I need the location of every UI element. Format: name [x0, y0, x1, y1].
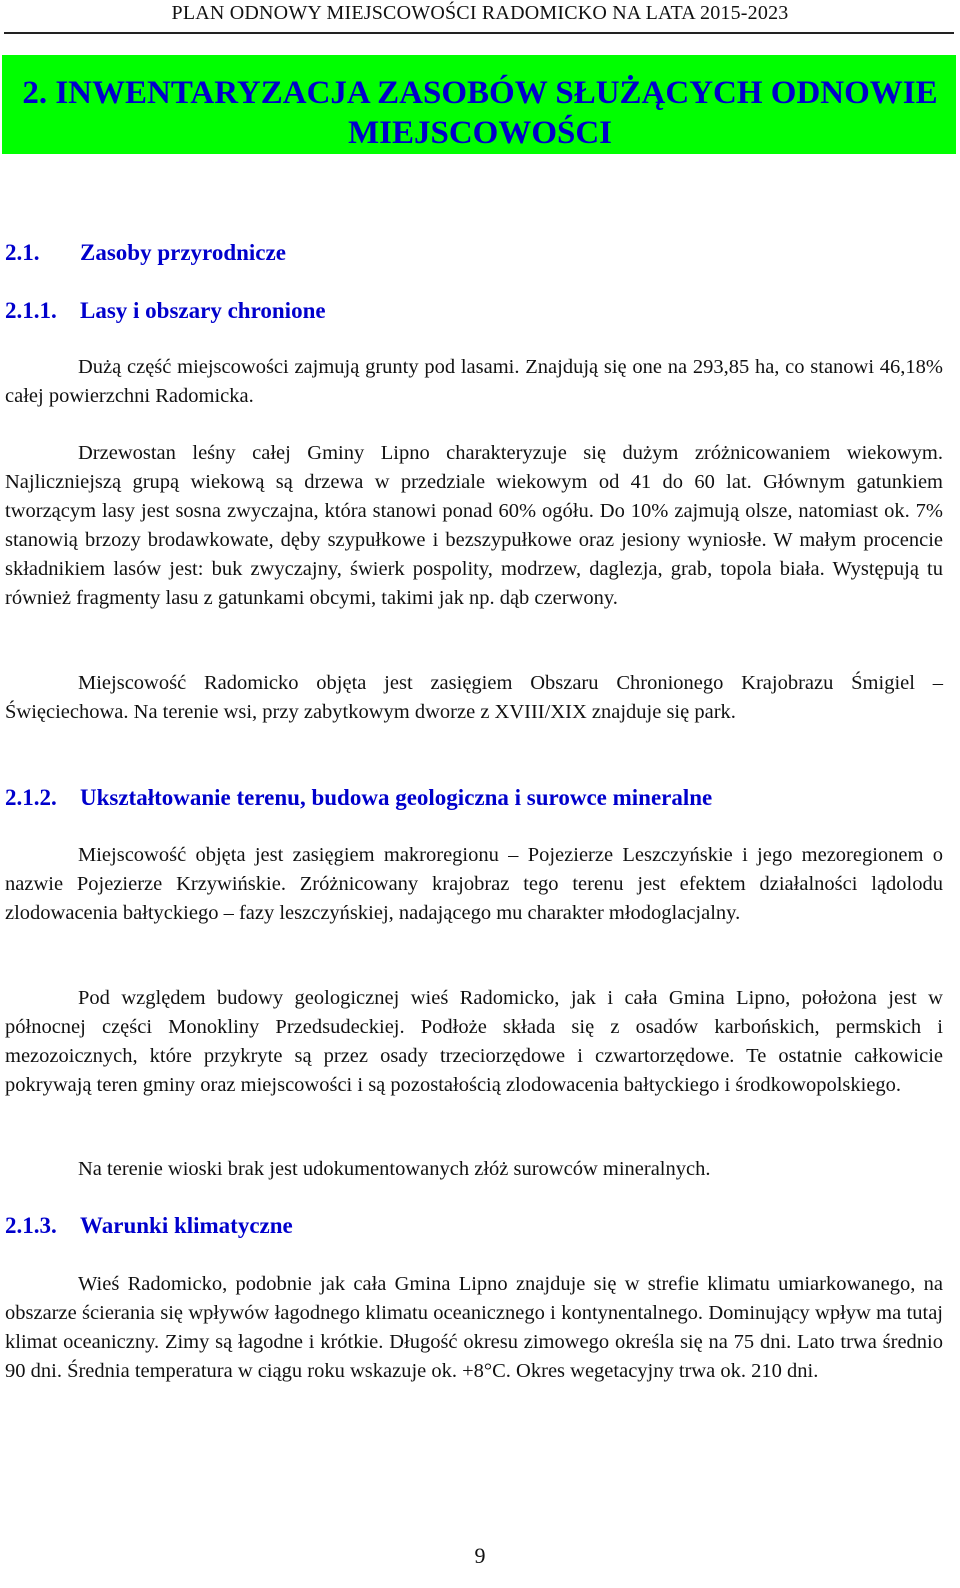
- section-heading-2-1-2: [5, 784, 712, 812]
- paragraph: Wieś Radomicko, podobnie jak cała Gmina Lipno znajduje się w strefie klimatu umiarkowanego, na obszarze ścierania się wpływów łagodnego klimatu oceanicznego i kontynentalnego. Dominujący wpływ ma tutaj klimat oceaniczny. Zimy są łagodne i krótkie. Długość okresu zimowego określa się na 75 dni. Lato trwa średnio 90 dni. Średnia temperatura w ciągu roku wskazuje ok. +8°C. Okres wegetacyjny trwa ok. 210 dni.: [5, 1273, 943, 1382]
- section-title: Zasoby przyrodnicze: [80, 240, 286, 265]
- chapter-title-line-1: 2. INWENTARYZACJA ZASOBÓW SŁUŻĄCYCH ODNOWIE: [22, 75, 938, 111]
- section-number: 2.1.2.: [5, 785, 57, 810]
- paragraph: Dużą część miejscowości zajmują grunty pod lasami. Znajdują się one na 293,85 ha, co stanowi 46,18% całej powierzchni Radomicka.: [5, 356, 943, 407]
- paragraph: Miejscowość Radomicko objęta jest zasięgiem Obszaru Chronionego Krajobrazu Śmigiel – Święciechowa. Na terenie wsi, przy zabytkowym dworze z XVIII/XIX znajduje się park.: [5, 672, 943, 723]
- paragraph: Miejscowość objęta jest zasięgiem makroregionu – Pojezierze Leszczyńskie i jego mezoregionem o nazwie Pojezierze Krzywińskie. Zróżnicowany krajobraz tego terenu jest efektem działalności lądolodu zlodowacenia bałtyckiego – fazy leszczyńskiej, nadającego mu charakter młodoglacjalny.: [5, 844, 943, 924]
- section-heading-2-1-1: [5, 297, 326, 325]
- section-title: Lasy i obszary chronione: [80, 298, 326, 323]
- section-heading-2-1: [5, 239, 286, 267]
- section-heading-2-1-3: [5, 1212, 293, 1240]
- paragraph: Na terenie wioski brak jest udokumentowanych złóż surowców mineralnych.: [78, 1158, 711, 1180]
- running-header: PLAN ODNOWY MIEJSCOWOŚCI RADOMICKO NA LATA 2015-2023: [171, 2, 789, 24]
- section-title: Ukształtowanie terenu, budowa geologiczna i surowce mineralne: [80, 785, 713, 810]
- page-number: 9: [474, 1543, 486, 1568]
- section-number: 2.1.3.: [5, 1213, 57, 1238]
- section-number: 2.1.: [5, 240, 40, 265]
- chapter-title: [8, 73, 952, 153]
- section-number: 2.1.1.: [5, 298, 57, 323]
- header-divider: [4, 32, 954, 34]
- chapter-title-line-2: MIEJSCOWOŚCI: [347, 115, 613, 151]
- paragraph: Pod względem budowy geologicznej wieś Radomicko, jak i cała Gmina Lipno, położona jest w północnej części Monokliny Przedsudeckiej. Podłoże składa się z osadów karbońskich, permskich i mezozoicznych, które przykryte są przez osady trzeciorzędowe i czwartorzędowe. Te ostatnie całkowicie pokrywają teren gminy oraz miejscowości i są pozostałością zlodowacenia bałtyckiego i środkowopolskiego.: [5, 987, 943, 1096]
- section-title: Warunki klimatyczne: [80, 1213, 293, 1238]
- paragraph: Drzewostan leśny całej Gminy Lipno charakteryzuje się dużym zróżnicowaniem wiekowym. Najliczniejszą grupą wiekową są drzewa w przedziale wiekowym od 41 do 60 lat. Głównym gatunkiem tworzącym lasy jest sosna zwyczajna, która stanowi ponad 60% ogółu. Do 10% zajmują olsze, natomiast ok. 7% stanowią brzozy brodawkowate, dęby szypułkowe i bezszypułkowe oraz jesiony wyniosłe. W małym procencie składnikiem lasów jest: buk zwyczajny, świerk pospolity, modrzew, daglezja, grab, topola biała. Występują tu również fragmenty lasu z gatunkami obcymi, takimi jak np. dąb czerwony.: [5, 442, 943, 609]
